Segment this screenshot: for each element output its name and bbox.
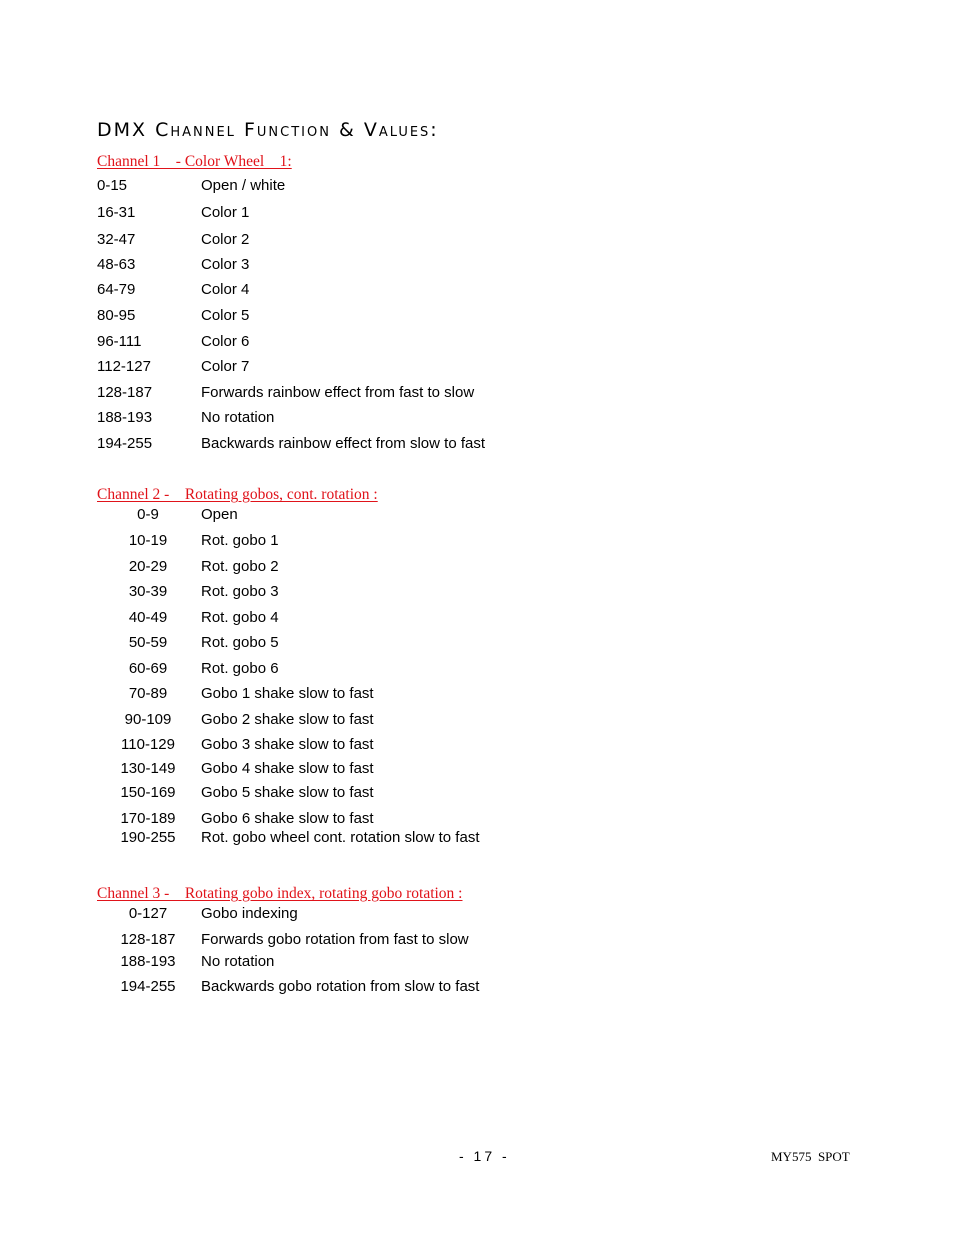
dmx-function: Open / white: [201, 177, 286, 194]
dmx-value: 32-47: [97, 231, 136, 248]
dmx-value: 112-127: [97, 358, 151, 375]
dmx-function: Rot. gobo 3: [201, 583, 279, 600]
dmx-function: Forwards gobo rotation from fast to slow: [201, 931, 469, 948]
dmx-function: Color 4: [201, 281, 250, 298]
dmx-function: No rotation: [201, 953, 275, 970]
dmx-value: 188-193: [97, 409, 153, 426]
channel-2-heading: Channel 2 - Rotating gobos, cont. rotation :: [97, 486, 378, 503]
dmx-function: Backwards gobo rotation from slow to fast: [201, 978, 480, 995]
dmx-value: 80-95: [97, 307, 136, 324]
dmx-function: No rotation: [201, 409, 275, 426]
dmx-function: Rot. gobo 5: [201, 634, 279, 651]
dmx-function: Backwards rainbow effect from slow to fast: [201, 435, 486, 452]
dmx-function: Rot. gobo wheel cont. rotation slow to fast: [201, 829, 480, 846]
page-number: - 17 -: [459, 1148, 510, 1164]
dmx-value: 0-127: [128, 905, 168, 922]
dmx-value: 48-63: [97, 256, 136, 273]
dmx-function: Color 6: [201, 333, 250, 350]
dmx-function: Rot. gobo 1: [201, 532, 279, 549]
dmx-function: Color 2: [201, 231, 250, 248]
model-name: MY575 SPOT: [771, 1149, 850, 1164]
dmx-function: Color 5: [201, 307, 250, 324]
dmx-value: 30-39: [128, 583, 168, 600]
dmx-function: Gobo 1 shake slow to fast: [201, 685, 374, 702]
dmx-function: Rot. gobo 6: [201, 660, 279, 677]
dmx-value: 0-15: [97, 177, 128, 194]
page-title: DMX Channel Function & Values:: [97, 119, 439, 141]
dmx-function: Color 7: [201, 358, 250, 375]
dmx-function: Gobo 3 shake slow to fast: [201, 736, 374, 753]
dmx-value: 128-187: [97, 384, 153, 401]
dmx-value: 16-31: [97, 204, 136, 221]
dmx-value: 128-187: [120, 931, 176, 948]
dmx-value: 188-193: [120, 953, 176, 970]
dmx-function: Color 1: [201, 204, 250, 221]
dmx-value: 70-89: [128, 685, 168, 702]
dmx-value: 0-9: [137, 506, 159, 523]
dmx-function: Gobo 2 shake slow to fast: [201, 711, 374, 728]
dmx-function: Gobo 4 shake slow to fast: [201, 760, 374, 777]
dmx-function: Color 3: [201, 256, 250, 273]
dmx-value: 10-19: [128, 532, 168, 549]
dmx-value: 150-169: [120, 784, 176, 801]
dmx-value: 194-255: [120, 978, 176, 995]
dmx-value: 20-29: [128, 558, 168, 575]
dmx-function: Gobo indexing: [201, 905, 298, 922]
dmx-value: 90-109: [124, 711, 172, 728]
dmx-function: Open: [201, 506, 238, 523]
dmx-value: 50-59: [128, 634, 168, 651]
dmx-function: Rot. gobo 4: [201, 609, 279, 626]
dmx-value: 96-111: [97, 333, 142, 350]
dmx-function: Forwards rainbow effect from fast to slow: [201, 384, 475, 401]
dmx-value: 194-255: [97, 435, 153, 452]
dmx-value: 190-255: [120, 829, 176, 846]
dmx-value: 40-49: [128, 609, 168, 626]
dmx-value: 60-69: [128, 660, 168, 677]
channel-1-heading: Channel 1 - Color Wheel 1:: [97, 153, 292, 170]
dmx-function: Gobo 6 shake slow to fast: [201, 810, 374, 827]
dmx-function: Rot. gobo 2: [201, 558, 279, 575]
channel-3-heading: Channel 3 - Rotating gobo index, rotating gobo rotation :: [97, 885, 463, 902]
dmx-value: 110-129: [121, 736, 175, 753]
dmx-function: Gobo 5 shake slow to fast: [201, 784, 374, 801]
dmx-value: 170-189: [120, 810, 176, 827]
dmx-value: 64-79: [97, 281, 136, 298]
dmx-value: 130-149: [120, 760, 176, 777]
